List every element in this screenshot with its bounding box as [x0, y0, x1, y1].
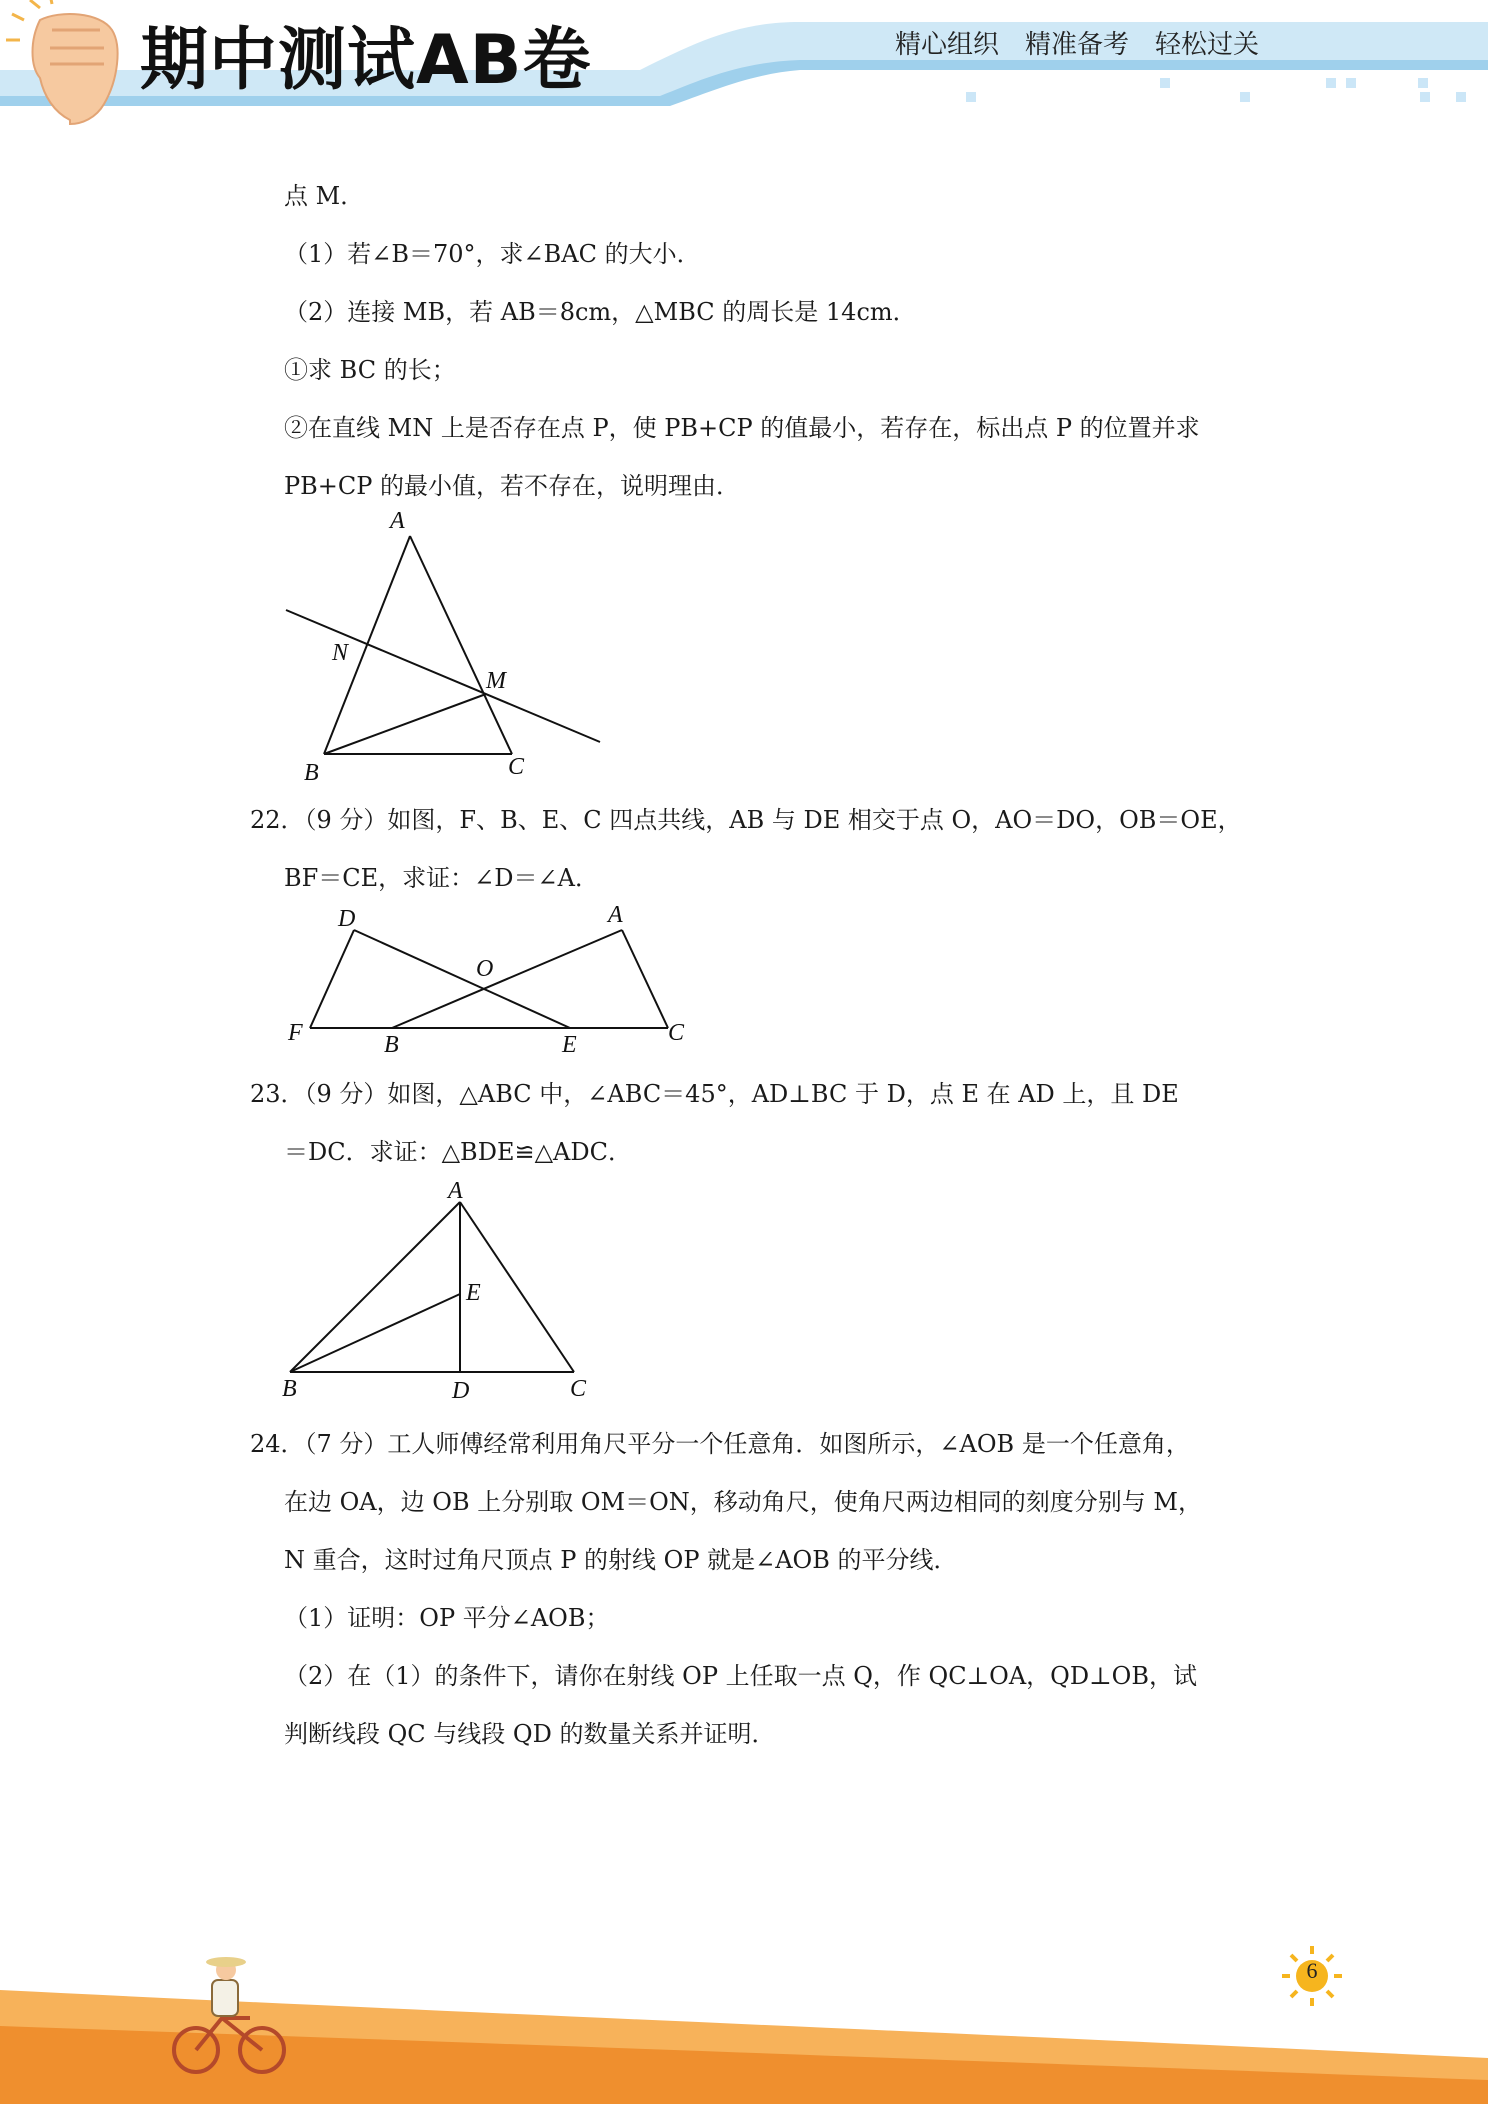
label-b: B [384, 1032, 399, 1058]
q23-line-1: 23．（9 分）如图，△ABC 中，∠ABC＝45°，AD⊥BC 于 D，点 E 在 AD 上，且 DE [250, 1080, 1179, 1108]
q24-part2-cont: 判断线段 QC 与线段 QD 的数量关系并证明． [284, 1720, 776, 1748]
label-b: B [304, 760, 319, 786]
label-n: N [332, 640, 349, 666]
q21-part2-sub2: ②在直线 MN 上是否存在点 P，使 PB+CP 的值最小，若存在，标出点 P 的位置并求 [284, 414, 1200, 442]
q21-part1: （1）若∠B＝70°，求∠BAC 的大小． [284, 240, 701, 268]
label-d: D [338, 906, 356, 932]
segment-ab [290, 1202, 460, 1372]
q21-figure [280, 510, 620, 790]
label-c: C [508, 754, 525, 780]
page-header [0, 0, 1488, 130]
label-a: A [448, 1178, 463, 1204]
header-slogan: 精心组织 精准备考 轻松过关 [895, 30, 1260, 60]
q22-figure [280, 896, 700, 1066]
label-a: A [608, 902, 623, 928]
q24-part2: （2）在（1）的条件下，请你在射线 OP 上任取一点 Q，作 QC⊥OA，QD⊥OB，试 [284, 1662, 1197, 1690]
label-e: E [562, 1032, 577, 1058]
label-c: C [570, 1376, 587, 1402]
q24-line-2: 在边 OA，边 OB 上分别取 OM＝ON，移动角尺，使角尺两边相同的刻度分别与 M， [284, 1488, 1202, 1516]
q24-line-3: N 重合，这时过角尺顶点 P 的射线 OP 就是∠AOB 的平分线． [284, 1546, 958, 1574]
segment-de [354, 930, 570, 1028]
q22-line-2: BF＝CE，求证：∠D＝∠A． [284, 864, 599, 892]
segment-fd [310, 930, 354, 1028]
q21-part2: （2）连接 MB，若 AB＝8cm，△MBC 的周长是 14cm． [284, 298, 917, 326]
q21-part2-sub2-cont: PB+CP 的最小值，若不存在，说明理由． [284, 472, 741, 500]
label-c: C [668, 1020, 685, 1046]
label-m: M [486, 668, 506, 694]
q24-line-1: 24．（7 分）工人师傅经常利用角尺平分一个任意角．如图所示，∠AOB 是一个任意角， [250, 1430, 1190, 1458]
page-number: 6 [1306, 1958, 1318, 1983]
label-o: O [476, 956, 494, 982]
footer-decoration [0, 1940, 1488, 2104]
q23-figure [280, 1178, 600, 1408]
segment-mb [324, 694, 486, 754]
label-b: B [282, 1376, 297, 1402]
line-mn [286, 610, 600, 742]
segment-ba [392, 930, 622, 1028]
label-a: A [390, 510, 405, 534]
segment-ac [622, 930, 668, 1028]
q22-line-1: 22．（9 分）如图，F、B、E、C 四点共线，AB 与 DE 相交于点 O，AO＝DO，OB＝OE， [250, 806, 1242, 834]
label-e: E [466, 1280, 481, 1306]
q21-part2-sub1: ①求 BC 的长； [284, 356, 456, 384]
q24-part1: （1）证明：OP 平分∠AOB； [284, 1604, 610, 1632]
q21-line-0: 点 M． [284, 182, 365, 210]
q23-line-2: ＝DC．求证：△BDE≌△ADC． [284, 1138, 632, 1166]
page-footer [0, 1940, 1488, 2104]
label-d: D [452, 1378, 470, 1404]
label-f: F [288, 1020, 303, 1046]
segment-ac [410, 536, 512, 754]
header-title: 期中测试AB卷 [140, 21, 592, 100]
segment-be [290, 1294, 460, 1372]
